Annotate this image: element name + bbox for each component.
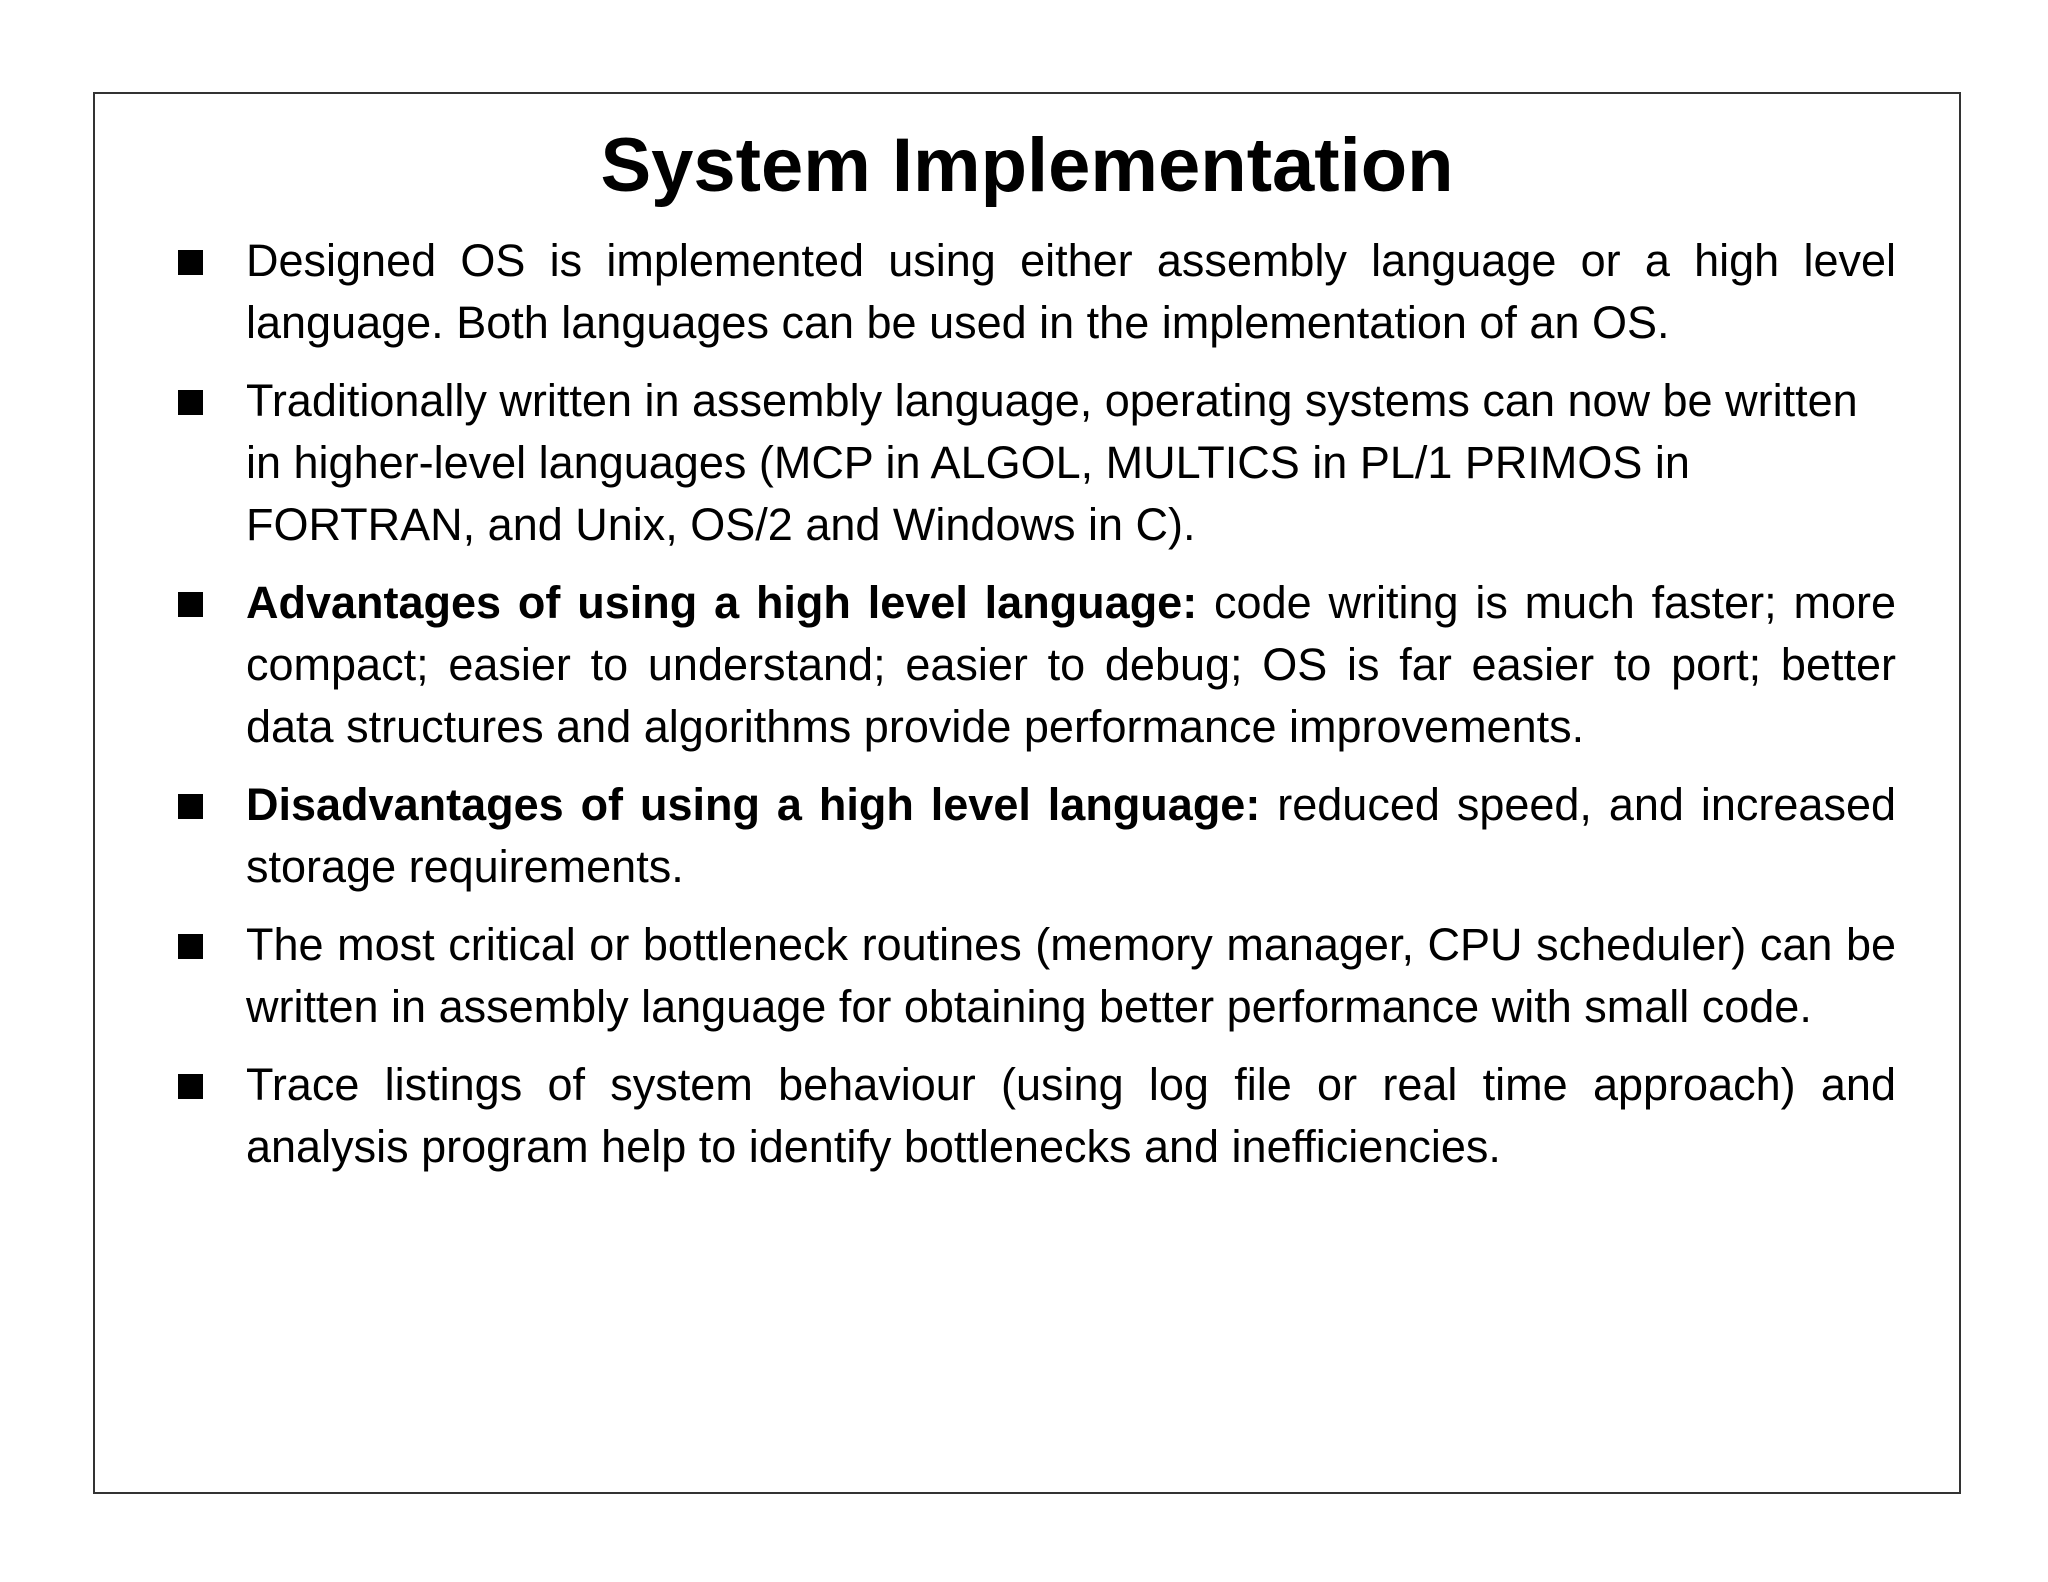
bullet-item-5	[178, 914, 1896, 1038]
slide-title: System Implementation	[600, 123, 1454, 208]
bullet-item-2	[178, 370, 1896, 556]
bullet-text: code writing is much faster; more compact; easier to understand; easier to debug; OS is far easier to port; better data structures and algorithms provide performance improvements.	[246, 577, 1896, 752]
bullet-text: The most critical or bottleneck routines (memory manager, CPU scheduler) can be written in assembly language for obtaining better performance with small code.	[246, 919, 1896, 1032]
bullet-text: Trace listings of system behaviour (using log file or real time approach) and analysis program help to identify bottlenecks and inefficiencies.	[246, 1059, 1896, 1172]
bullet-item-3	[178, 572, 1896, 758]
bullet-text: Designed OS is implemented using either assembly language or a high level language. Both languages can be used in the implementation of an OS.	[246, 235, 1896, 348]
bullet-item-6	[178, 1054, 1896, 1178]
bullet-item-1	[178, 230, 1896, 354]
square-bullet-icon	[178, 592, 203, 617]
bullet-item-4	[178, 774, 1896, 898]
bullet-text: reduced speed, and increased storage requirements.	[246, 779, 1897, 892]
slide-frame	[93, 92, 1961, 1494]
bullet-text: Traditionally written in assembly language, operating systems can now be written in higher-level languages (MCP in ALGOL, MULTICS in PL/1 PRIMOS in FORTRAN, and Unix, OS/2 and Windows in C).	[246, 375, 1858, 550]
square-bullet-icon	[178, 794, 203, 819]
bullet-list	[178, 230, 1896, 1194]
square-bullet-icon	[178, 250, 203, 275]
bullet-lead: Advantages of using a high level language:	[246, 577, 1198, 628]
bullet-lead: Disadvantages of using a high level language:	[246, 779, 1261, 830]
square-bullet-icon	[178, 934, 203, 959]
square-bullet-icon	[178, 390, 203, 415]
square-bullet-icon	[178, 1074, 203, 1099]
